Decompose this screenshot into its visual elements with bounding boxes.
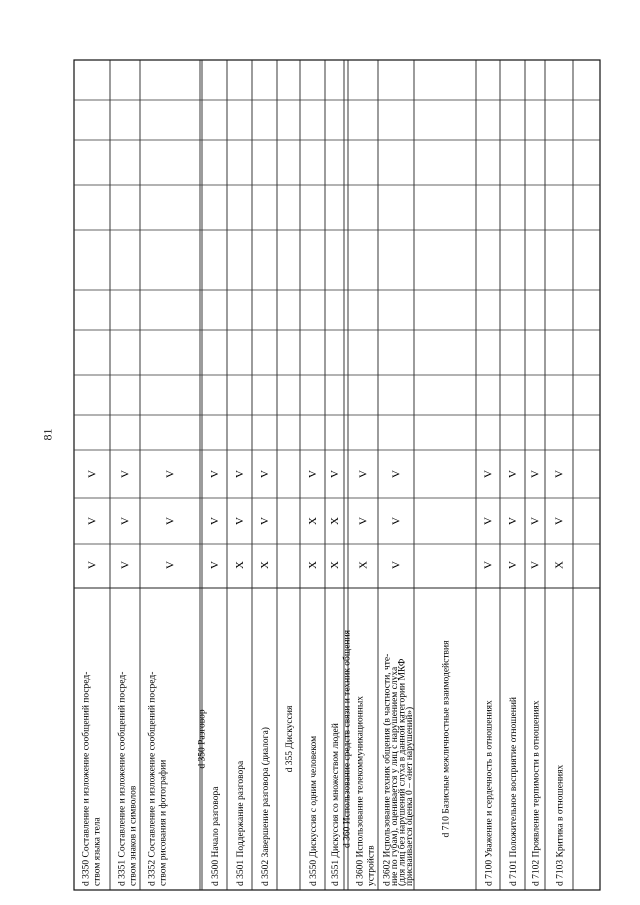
row-label-line: d 3500 Начало разговора: [211, 786, 221, 886]
assessment-mark: V: [329, 470, 341, 478]
row-label-line: d 355 Дискуссия: [285, 705, 295, 773]
row-label-line: d 3502 Завершение разговора (диалога): [261, 727, 271, 886]
row-label-line: d 3551 Дискуссия со множеством людей: [331, 723, 341, 886]
row-label-line: (для лиц без нарушений слуха в данной категории МКФ: [397, 658, 408, 886]
row-label-line: d 7101 Положительное восприятие отношений: [509, 696, 519, 886]
row-label-line: d 7103 Критика в отношениях: [555, 764, 566, 886]
row-label-line: присваивается оценка 0 – «нет нарушений»): [405, 706, 416, 886]
row-label-line: ством рисования и фотографии: [158, 759, 169, 886]
assessment-mark: V: [86, 561, 99, 569]
assessment-mark: V: [307, 470, 319, 478]
assessment-mark: X: [329, 561, 341, 569]
assessment-mark: X: [329, 517, 341, 525]
row-label-line: d 350 Разговор: [197, 709, 208, 769]
row-label-line: ством знаков и символов: [128, 785, 139, 886]
row-label-line: ством языка тела: [92, 817, 103, 886]
row-label-line: d 3350 Составление и изложение сообщений посред-: [81, 671, 92, 886]
assessment-mark: V: [529, 517, 542, 525]
assessment-mark: V: [357, 470, 370, 478]
assessment-mark: V: [164, 517, 177, 525]
assessment-mark: V: [482, 517, 495, 525]
assessment-mark: X: [553, 561, 566, 569]
assessment-mark: V: [164, 470, 177, 478]
assessment-mark: V: [482, 470, 495, 478]
row-label-line: ние по губам), оценивается у лиц с нарушением слуха: [390, 666, 401, 886]
assessment-mark: V: [507, 517, 519, 525]
assessment-mark: V: [259, 517, 271, 525]
row-label-line: d 3351 Составление и изложение сообщений посред-: [117, 671, 128, 886]
row-label-line: d 360 Использование средств связи и техник общения: [342, 630, 353, 848]
assessment-mark: X: [307, 561, 319, 569]
assessment-mark: X: [307, 517, 319, 525]
assessment-mark: V: [209, 517, 221, 525]
assessment-mark: V: [553, 517, 566, 525]
row-label-line: d 3602 Использование техник общения (в частности, чте-: [382, 653, 393, 886]
assessment-mark: V: [119, 470, 132, 478]
row-label-line: d 3352 Составление и изложение сообщений посред-: [147, 671, 158, 886]
row-label-line: d 3600 Использование телекоммуникационных: [355, 695, 366, 886]
row-label-line: устройств: [366, 845, 377, 886]
assessment-mark: V: [119, 561, 132, 569]
row-label-line: d 3501 Поддержание разговора: [236, 760, 246, 886]
assessment-mark: V: [259, 470, 271, 478]
row-label-line: d 710 Базисные межличностные взаимодействия: [441, 640, 452, 838]
assessment-mark: V: [390, 517, 403, 525]
assessment-mark: X: [234, 561, 246, 569]
row-label-line: d 3550 Дискуссия с одним человеком: [309, 735, 319, 886]
assessment-mark: V: [529, 561, 542, 569]
assessment-mark: V: [529, 470, 542, 478]
row-label-line: d 7102 Проявление терпимости в отношениях: [531, 700, 542, 886]
assessment-mark: V: [507, 561, 519, 569]
assessment-mark: X: [357, 561, 370, 569]
assessment-mark: V: [234, 470, 246, 478]
page-number: 81: [40, 428, 55, 441]
assessment-mark: V: [507, 470, 519, 478]
assessment-mark: V: [209, 561, 221, 569]
row-label-line: d 7100 Уважение и сердечность в отношениях: [484, 700, 495, 886]
assessment-mark: V: [482, 561, 495, 569]
assessment-mark: V: [86, 470, 99, 478]
assessment-mark: V: [390, 561, 403, 569]
assessment-mark: V: [234, 517, 246, 525]
assessment-mark: V: [86, 517, 99, 525]
assessment-mark: V: [164, 561, 177, 569]
assessment-mark: V: [553, 470, 566, 478]
assessment-mark: V: [209, 470, 221, 478]
assessment-mark: V: [390, 470, 403, 478]
assessment-mark: V: [357, 517, 370, 525]
assessment-mark: X: [259, 561, 271, 569]
assessment-mark: V: [119, 517, 132, 525]
